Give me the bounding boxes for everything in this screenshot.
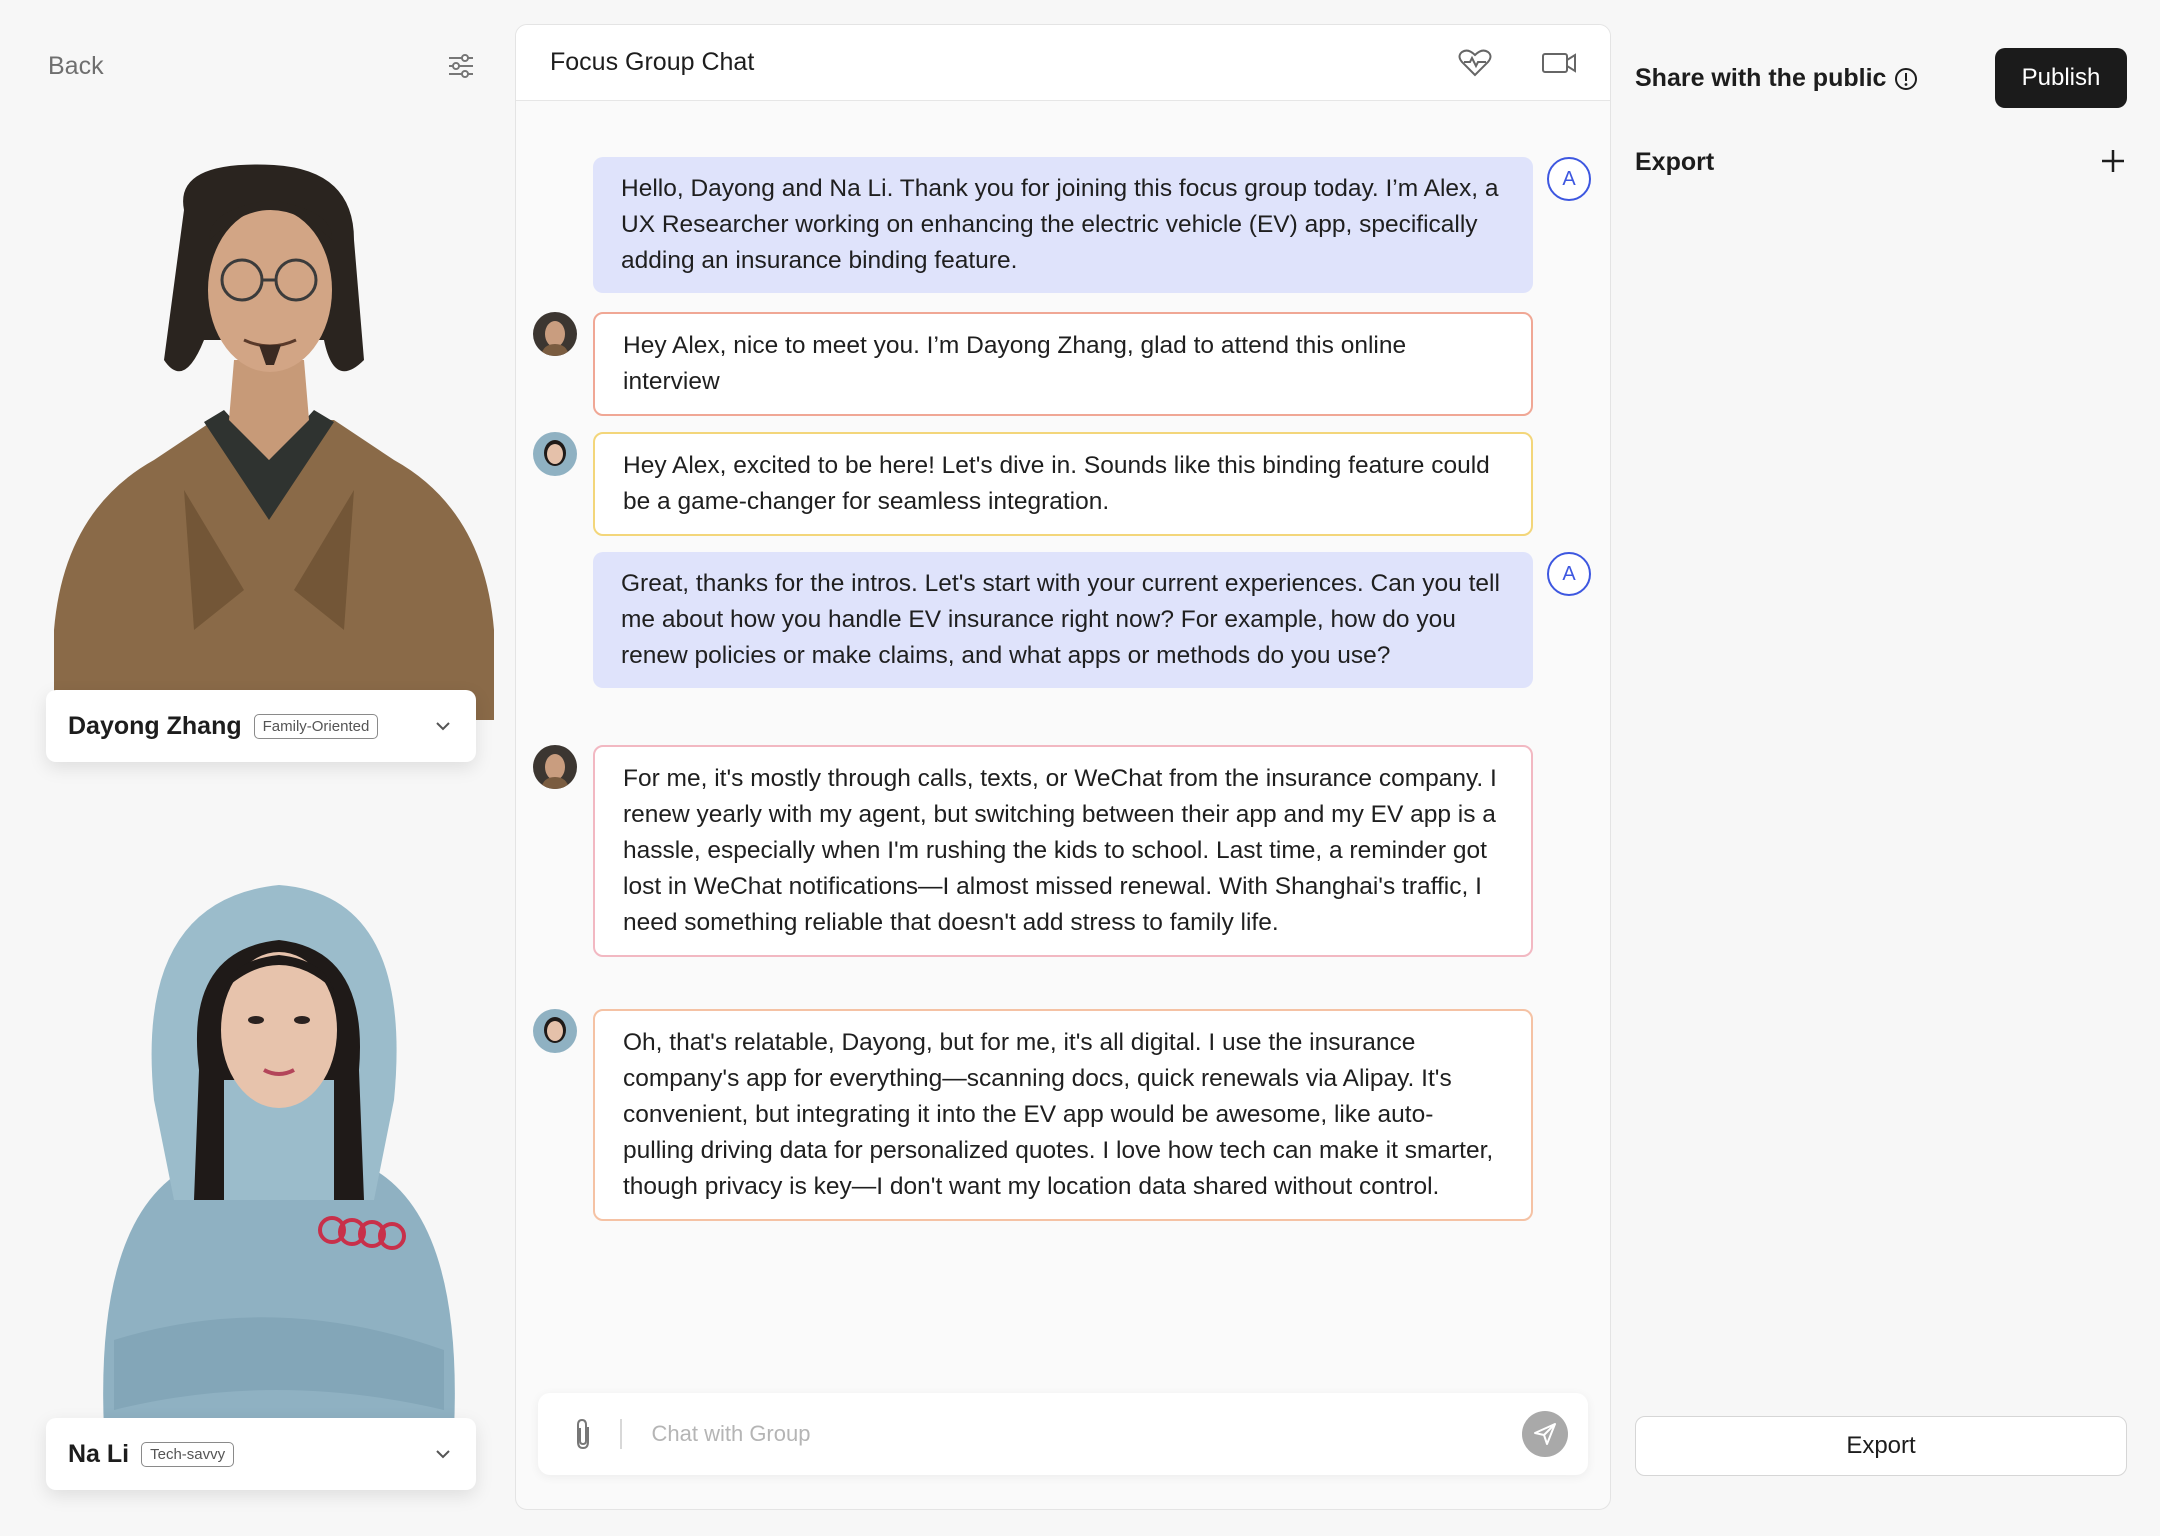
persona-name: Dayong Zhang (68, 711, 242, 740)
chat-input[interactable] (652, 1421, 1523, 1447)
persona-name: Na Li (68, 1439, 130, 1468)
nali-portrait (34, 870, 500, 1490)
share-label (1635, 64, 1918, 93)
export-section-label: Export (1635, 148, 1715, 176)
message-alex: Hello, Dayong and Na Li. Thank you for joining this focus group today. I’m Alex, a UX Researcher working on enhancing the electric vehicle (EV) app, specifically adding an insurance binding feature. (593, 157, 1533, 293)
video-camera-icon[interactable] (1542, 48, 1576, 78)
message-nali: Hey Alex, excited to be here! Let's dive in. Sounds like this binding feature could be a game-changer for seamless integration. (593, 432, 1533, 536)
share-panel (1635, 0, 2160, 1536)
publish-button[interactable]: Publish (1995, 48, 2127, 108)
message-dayong: Hey Alex, nice to meet you. I’m Dayong Zhang, glad to attend this online interview (593, 312, 1533, 416)
avatar-dayong (533, 745, 577, 789)
chat-composer (538, 1393, 1588, 1475)
message-dayong: For me, it's mostly through calls, texts, or WeChat from the insurance company. I renew yearly with my agent, but switching between their app and my EV app is a hassle, especially when I'm rushing the kids to school. Last time, a reminder got lost in WeChat notifications—I almost missed renewal. With Shanghai's traffic, I need something reliable that doesn't add stress to family life. (593, 745, 1533, 957)
chat-title: Focus Group Chat (550, 48, 755, 76)
plus-icon[interactable] (2099, 147, 2127, 175)
persona-tag: Tech-savvy (141, 1442, 234, 1467)
share-label-text: Share with the public (1635, 64, 1887, 92)
persona-card-dayong[interactable] (46, 690, 476, 762)
info-icon[interactable] (1894, 67, 1918, 91)
paperclip-icon[interactable] (570, 1417, 596, 1451)
persona-card-nali[interactable] (46, 1418, 476, 1490)
chevron-down-icon[interactable] (432, 1443, 454, 1465)
avatar-dayong (533, 312, 577, 356)
avatar-alex: A (1547, 552, 1591, 596)
avatar-nali (533, 432, 577, 476)
persona-nali (34, 870, 500, 1490)
avatar-alex: A (1547, 157, 1591, 201)
send-button[interactable] (1522, 1411, 1568, 1457)
chevron-down-icon[interactable] (432, 715, 454, 737)
message-alex: Great, thanks for the intros. Let's start with your current experiences. Can you tell me about how you handle EV insurance right now? For example, how do you renew policies or make claims, and what apps or methods do you use? (593, 552, 1533, 688)
composer-divider (620, 1419, 622, 1449)
chat-panel (515, 24, 1611, 1510)
avatar-nali (533, 1009, 577, 1053)
persona-tag: Family-Oriented (254, 714, 379, 739)
heart-pulse-icon[interactable] (1458, 48, 1492, 78)
sliders-icon[interactable] (447, 52, 475, 80)
export-button[interactable]: Export (1635, 1416, 2127, 1476)
chat-header (516, 25, 1610, 101)
persona-panel (0, 0, 500, 1536)
send-icon (1532, 1421, 1558, 1447)
message-nali: Oh, that's relatable, Dayong, but for me, it's all digital. I use the insurance company's app for everything—scanning docs, quick renewals via Alipay. It's convenient, but integrating it into the EV app would be awesome, like auto-pulling driving data for personalized quotes. I love how tech can make it smarter, though privacy is key—I don't want my location data shared without control. (593, 1009, 1533, 1221)
back-link[interactable]: Back (48, 52, 104, 80)
persona-dayong (34, 160, 500, 770)
dayong-portrait (34, 160, 500, 770)
